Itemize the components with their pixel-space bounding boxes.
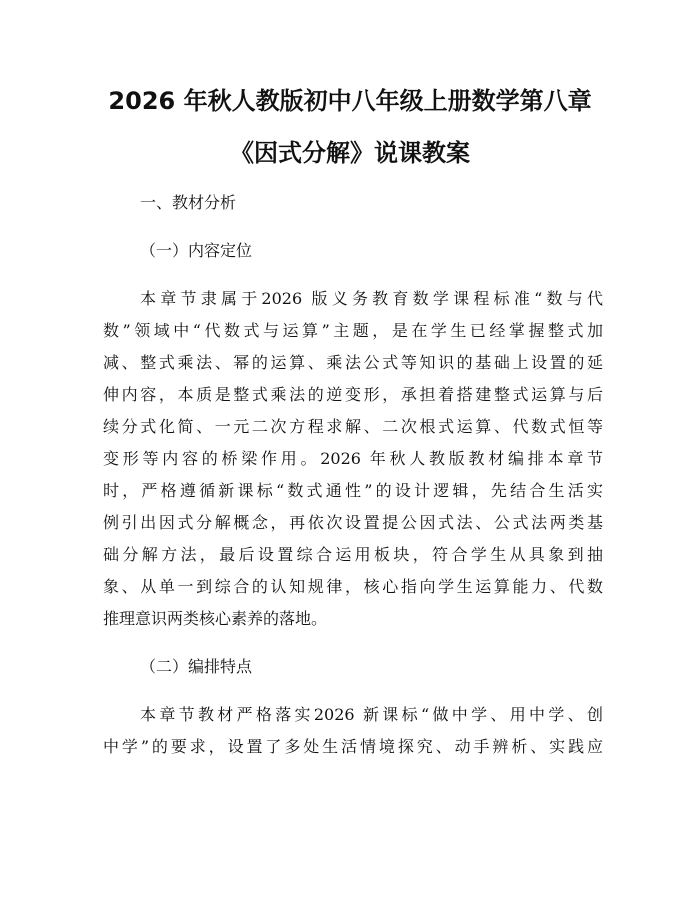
document-title-line-1: 2026 年秋人教版初中八年级上册数学第八章 (108, 87, 592, 115)
paragraph-line: 本章节隶属于2026 版义务教育数学课程标准“数与代 (140, 289, 603, 308)
paragraph-line: 中学”的要求，设置了多处生活情境探究、动手辨析、实践应 (103, 737, 603, 756)
paragraph-line: 数”领域中“代数式与运算”主题，是在学生已经掌握整式加 (103, 321, 603, 340)
subsection-heading-content-positioning: （一）内容定位 (140, 241, 253, 260)
section-heading-textbook-analysis: 一、教材分析 (140, 193, 237, 212)
paragraph-line: 础分解方法，最后设置综合运用板块，符合学生从具象到抽 (103, 545, 603, 564)
paragraph-line: 象、从单一到综合的认知规律，核心指向学生运算能力、代数 (103, 577, 603, 596)
paragraph-line: 例引出因式分解概念，再依次设置提公因式法、公式法两类基 (103, 513, 603, 532)
paragraph-line: 本章节教材严格落实2026 新课标“做中学、用中学、创 (140, 705, 603, 724)
document-title-line-2: 《因式分解》说课教案 (230, 139, 470, 167)
paragraph-line: 续分式化简、一元二次方程求解、二次根式运算、代数式恒等 (103, 417, 603, 436)
paragraph-line: 变形等内容的桥梁作用。2026 年秋人教版教材编排本章节 (103, 449, 603, 468)
paragraph-line: 推理意识两类核心素养的落地。 (103, 609, 328, 628)
paragraph-line: 伸内容，本质是整式乘法的逆变形，承担着搭建整式运算与后 (103, 385, 603, 404)
subsection-heading-layout-features: （二）编排特点 (140, 657, 253, 676)
paragraph-line: 减、整式乘法、幂的运算、乘法公式等知识的基础上设置的延 (103, 353, 603, 372)
paragraph-line: 时，严格遵循新课标“数式通性”的设计逻辑，先结合生活实 (103, 481, 603, 500)
